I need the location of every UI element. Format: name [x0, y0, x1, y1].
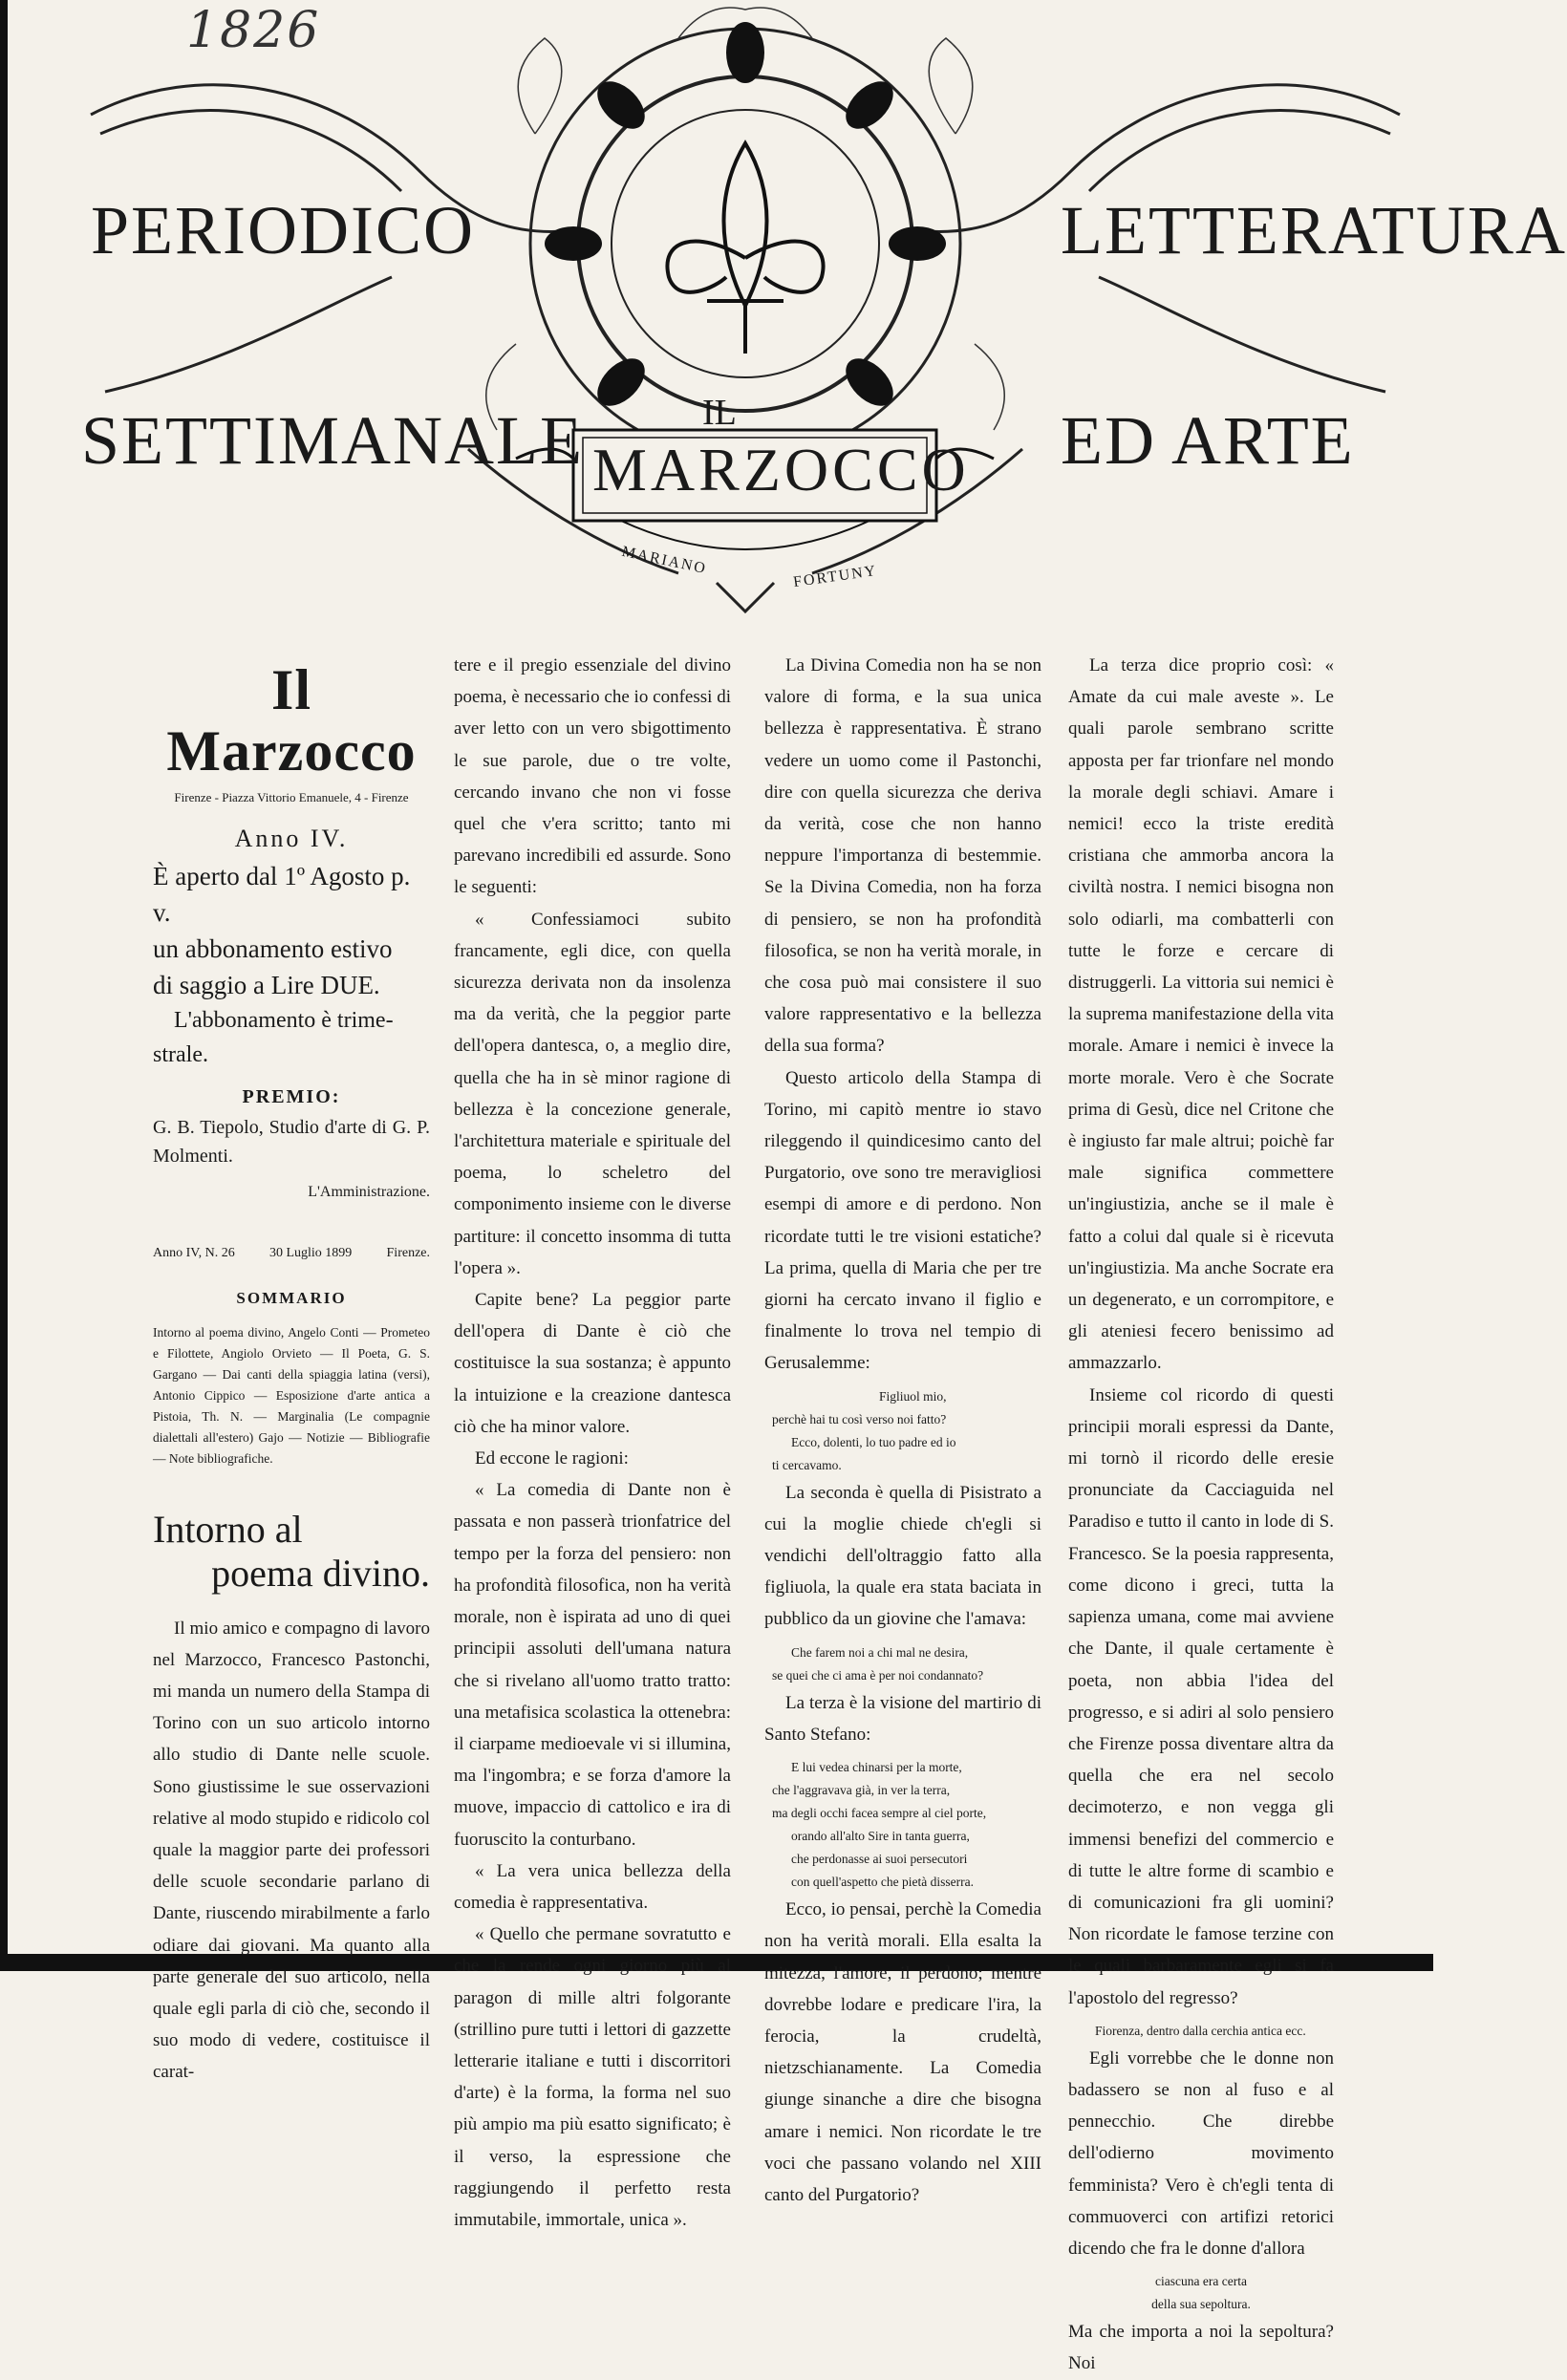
verse-line: che perdonasse ai suoi persecutori: [791, 1852, 968, 1867]
verse-line: Che farem noi a chi mal ne desira,: [791, 1644, 969, 1660]
paragraph: Ed eccone le ragioni:: [475, 1448, 629, 1469]
paragraph: Capite bene? La peggior parte dell'opera di Dante è ciò che costituisce la sua sostanza; è appunto la intuizione e la creazione dantesca ciò che ha minor valore.: [454, 1290, 731, 1437]
masthead-periodico: PERIODICO: [91, 192, 476, 268]
subscription-line-4: L'abbonamento è trime-: [174, 1008, 394, 1033]
paper-year: Anno IV.: [234, 825, 349, 852]
sommario-text: Intorno al poema divino, Angelo Conti — Prometeo e Filottete, Angiolo Orvieto — Il Poeta, G. S. Gargano — Dai canti della spiaggia latina (versi), Antonio Cippico — Esposizione d'arte antica a Pistoia, Th. N. — Marginalia (Le compagnie dialettali all'estero) Gajo — Notizie — Bibliografie — Note bibliografiche.: [153, 1324, 430, 1466]
verse-line: E lui vedea chinarsi per la morte,: [791, 1760, 962, 1775]
verse-line: della sua sepoltura.: [1151, 2297, 1251, 2312]
handwritten-number: 1826: [186, 2, 321, 59]
verse-line: perchè hai tu così verso noi fatto?: [772, 1411, 947, 1426]
premio-heading: PREMIO:: [242, 1086, 341, 1107]
verse-line: orando all'alto Sire in tanta guerra,: [791, 1829, 970, 1844]
artist-signature-first: MARIANO: [620, 543, 709, 578]
paper-name: Il Marzocco: [166, 658, 417, 783]
verse-line: Figliuol mio,: [879, 1388, 947, 1404]
paragraph: La seconda è quella di Pisistrato a cui la moglie chiede ch'egli si vendichi dell'oltraggio fatto alla figliuola, la quale era stata baciata in pubblico da un giovine che l'amava:: [764, 1482, 1041, 1630]
issue-line: [153, 1244, 430, 1263]
paragraph: « La comedia di Dante non è passata e non passerà trionfatrice del tempo per la forza del pensiero: non ha profondità filosofica, non ha verità morale, non è ispirata ad uno di quei principii assoluti dell'umana natura che si rivelano all'uomo tratto tratto: una metafisica scolastica la ottenebra: il ciarpame medioevale vi si illumina, ma l'ingombra; e se forza d'amore la muove, impaccio di cattolico e ira di fuoruscito la conturbano.: [454, 1480, 731, 1850]
paragraph: Egli vorrebbe che le donne non badassero se non al fuso e al pennecchio. Che direbbe dell'odierno movimento femminista? Vero è ch'egli tenta di commuoverci con artifizi retorici dicendo che fra le donne d'allora: [1068, 2048, 1334, 2259]
masthead-letteratura: LETTERATURA: [1061, 192, 1567, 268]
paragraph: « Confessiamoci subito francamente, egli dice, con quella sicurezza derivata non da insolenza ma da verità, che la peggior parte dell'opera dantesca, o, a meglio dire, quella che ha in sè minor ragione di bellezza è la concezione generale, l'architettura materiale e spirituale del poema, lo scheletro del componimento insieme con le diverse partiture: il concetto insomma di tutta l'opera ».: [454, 909, 731, 1278]
verse-line: con quell'aspetto che pietà disserra.: [791, 1875, 974, 1890]
article-title-line-1: Intorno al: [153, 1507, 303, 1551]
subscription-line-5: strale.: [153, 1042, 208, 1067]
paragraph: Insieme col ricordo di questi principii morali espressi da Dante, mi tornò il ricordo delle eresie pronunciate da Cacciaguida nel Paradiso e tutto il canto in lode di S. Francesco. Se la poesia rappresenta, come dicono i greci, tutta la sapienza umana, come mai avviene che Dante, il quale certamente è poeta, non abbia l'idea del progresso, e si adiri al solo pensiero che Firenze possa diventare altra da quella che era nel secolo decimoterzo, e non vegga gli immensi benefizi del commercio e di tutte le altre forme di scambio e di comunicazioni fra gli uomini? Non ricordate le famose terzine con le quali barbaramente egli si fa l'apostolo del regresso?: [1068, 1384, 1334, 2008]
masthead-il: IL: [702, 393, 737, 433]
verse-line: se quei che ci ama è per noi condannato?: [772, 1667, 984, 1683]
masthead-ed-arte: ED ARTE: [1061, 402, 1355, 479]
column-4: [1068, 650, 1334, 2380]
artist-signature-last: FORTUNY: [792, 562, 879, 591]
paragraph: Ecco, io pensai, perchè la Comedia non ha verità morali. Ella esalta la mitezza, l'amore, il perdono; mentre dovrebbe lodare e predicare l'ira, la ferocia, la crudeltà, nietzschianamente. La Comedia giunge sinanche a dire che bisogna amare i nemici. Non ricordate le tre voci che passano volando nel XIII canto del Purgatorio?: [764, 1899, 1041, 2205]
paragraph: La terza dice proprio così: « Amate da cui male aveste ». Le quali parole sembrano scritte apposta per far trionfare nel mondo la morale degli schiavi. Amare i nemici! ecco la triste eredità cristiana che ammorba ancora la civiltà nostra. I nemici bisogna non solo odiarli, ma combatterli con tutte le forze e cercare di distruggerli. La vittoria sui nemici è la suprema manifestazione della vita morale. Amare i nemici è invece la morte morale. Vero è che Socrate prima di Gesù, dice nel Critone che è ingiusto far male altrui; poichè far male significa commettere un'ingiustizia, anche se il male è fatto a colui dal quale si è ricevuta un'ingiustizia. Ma anche Socrate era un degenerato, e un corrompitore, e gli ateniesi fecero benissimo ad ammazzarlo.: [1068, 655, 1334, 1374]
paragraph: La Divina Comedia non ha se non valore di forma, e la sua unica bellezza è rappresentativa. È strano vedere un uomo come il Pastonchi, dire con quella sicurezza che deriva da verità, cose che non hanno neppure l'importanza di bestemmie. Se la Divina Comedia, non ha forza di pensiero, se non ha profondità filosofica, se non ha verità morale, in che cosa può mai consistere il suo valore rappresentativo e la bellezza della sua forma?: [764, 655, 1041, 1057]
issue-date: 30 Luglio 1899: [268, 1246, 353, 1261]
paper-address: Firenze - Piazza Vittorio Emanuele, 4 - Firenze: [174, 790, 409, 804]
scan-edge-left: [0, 0, 8, 1971]
verse-line: ciascuna era certa: [1155, 2274, 1247, 2289]
article-title-line-2: poema divino.: [211, 1551, 430, 1595]
paragraph: La terza è la visione del martirio di Santo Stefano:: [764, 1692, 1041, 1745]
article-paragraph: Il mio amico e compagno di lavoro nel Marzocco, Francesco Pastonchi, mi manda un numero della Stampa di Torino con un suo articolo intorno allo studio di Dante nelle scuole. Sono giustissime le sue osservazioni relative al modo stupido e ridicolo col quale la maggior parte dei professori delle scuole secondarie parlano di Dante, riuscendo mirabilmente a farlo odiare dai giovani. Ma quanto alla parte generale del suo articolo, nella quale egli parla di ciò che, secondo il suo modo di vedere, costituisce il carat-: [153, 1618, 430, 2083]
issue-number: Anno IV, N. 26: [153, 1246, 235, 1261]
verse-line: Fiorenza, dentro dalla cerchia antica ecc.: [1095, 2023, 1306, 2038]
masthead-title: MARZOCCO: [592, 436, 970, 504]
masthead-ornament: [86, 0, 1405, 631]
subscription-line-3: di saggio a Lire DUE.: [153, 971, 380, 999]
paragraph: Ma che importa a noi la sepoltura? Noi: [1068, 2322, 1334, 2374]
subscription-line-1: È aperto dal 1º Agosto p. v.: [153, 862, 411, 927]
paragraph: tere e il pregio essenziale del divino poema, è necessario che io confessi di aver letto con un vero sbigottimento le sue parole, due o tre volte, cercando invano che non vi fosse quel che v'era scritto; tanto mi parevano incredibili ed assurde. Sono le seguenti:: [454, 655, 731, 898]
verse-line: Ecco, dolenti, lo tuo padre ed io: [791, 1434, 956, 1449]
premio-text: G. B. Tiepolo, Studio d'arte di G. P. Molmenti.: [153, 1117, 430, 1168]
column-1: [153, 650, 430, 2089]
verse-line: ti cercavamo.: [772, 1457, 842, 1472]
administration-signature: L'Amministrazione.: [308, 1184, 430, 1201]
verse-line: ma degli occhi facea sempre al ciel porte,: [772, 1806, 987, 1821]
issue-place: Firenze.: [386, 1246, 430, 1261]
subscription-line-2: un abbonamento estivo: [153, 934, 393, 963]
paragraph: « Quello che permane sovratutto e che la rende ogni giorno più al paragon di mille altri folgorante (strillino pure tutti i lettori di gazzette letterarie italiane e tutti i discorritori d'arte) è la forma, la forma nel suo più ampio ma più esatto significato; è il verso, la espressione che raggiungendo il perfetto resta immutabile, immortale, unica ».: [454, 1924, 731, 2230]
sommario-heading: SOMMARIO: [236, 1289, 347, 1308]
column-3: [764, 650, 1041, 2211]
paragraph: « La vera unica bellezza della comedia è rappresentativa.: [454, 1860, 731, 1913]
verse-line: che l'aggravava già, in ver la terra,: [772, 1783, 951, 1798]
paragraph: Questo articolo della Stampa di Torino, mi capitò mentre io stavo rileggendo il quindicesimo canto del Purgatorio, ove sono tre meravigliosi esempi di amore e di perdono. Non ricordate tutti le tre visioni estatiche? La prima, quella di Maria che per tre giorni ha cercato invano il figlio e finalmente lo trova nel tempio di Gerusalemme:: [764, 1067, 1041, 1374]
masthead-settimanale: SETTIMANALE: [81, 402, 584, 479]
column-2: [454, 650, 731, 2236]
